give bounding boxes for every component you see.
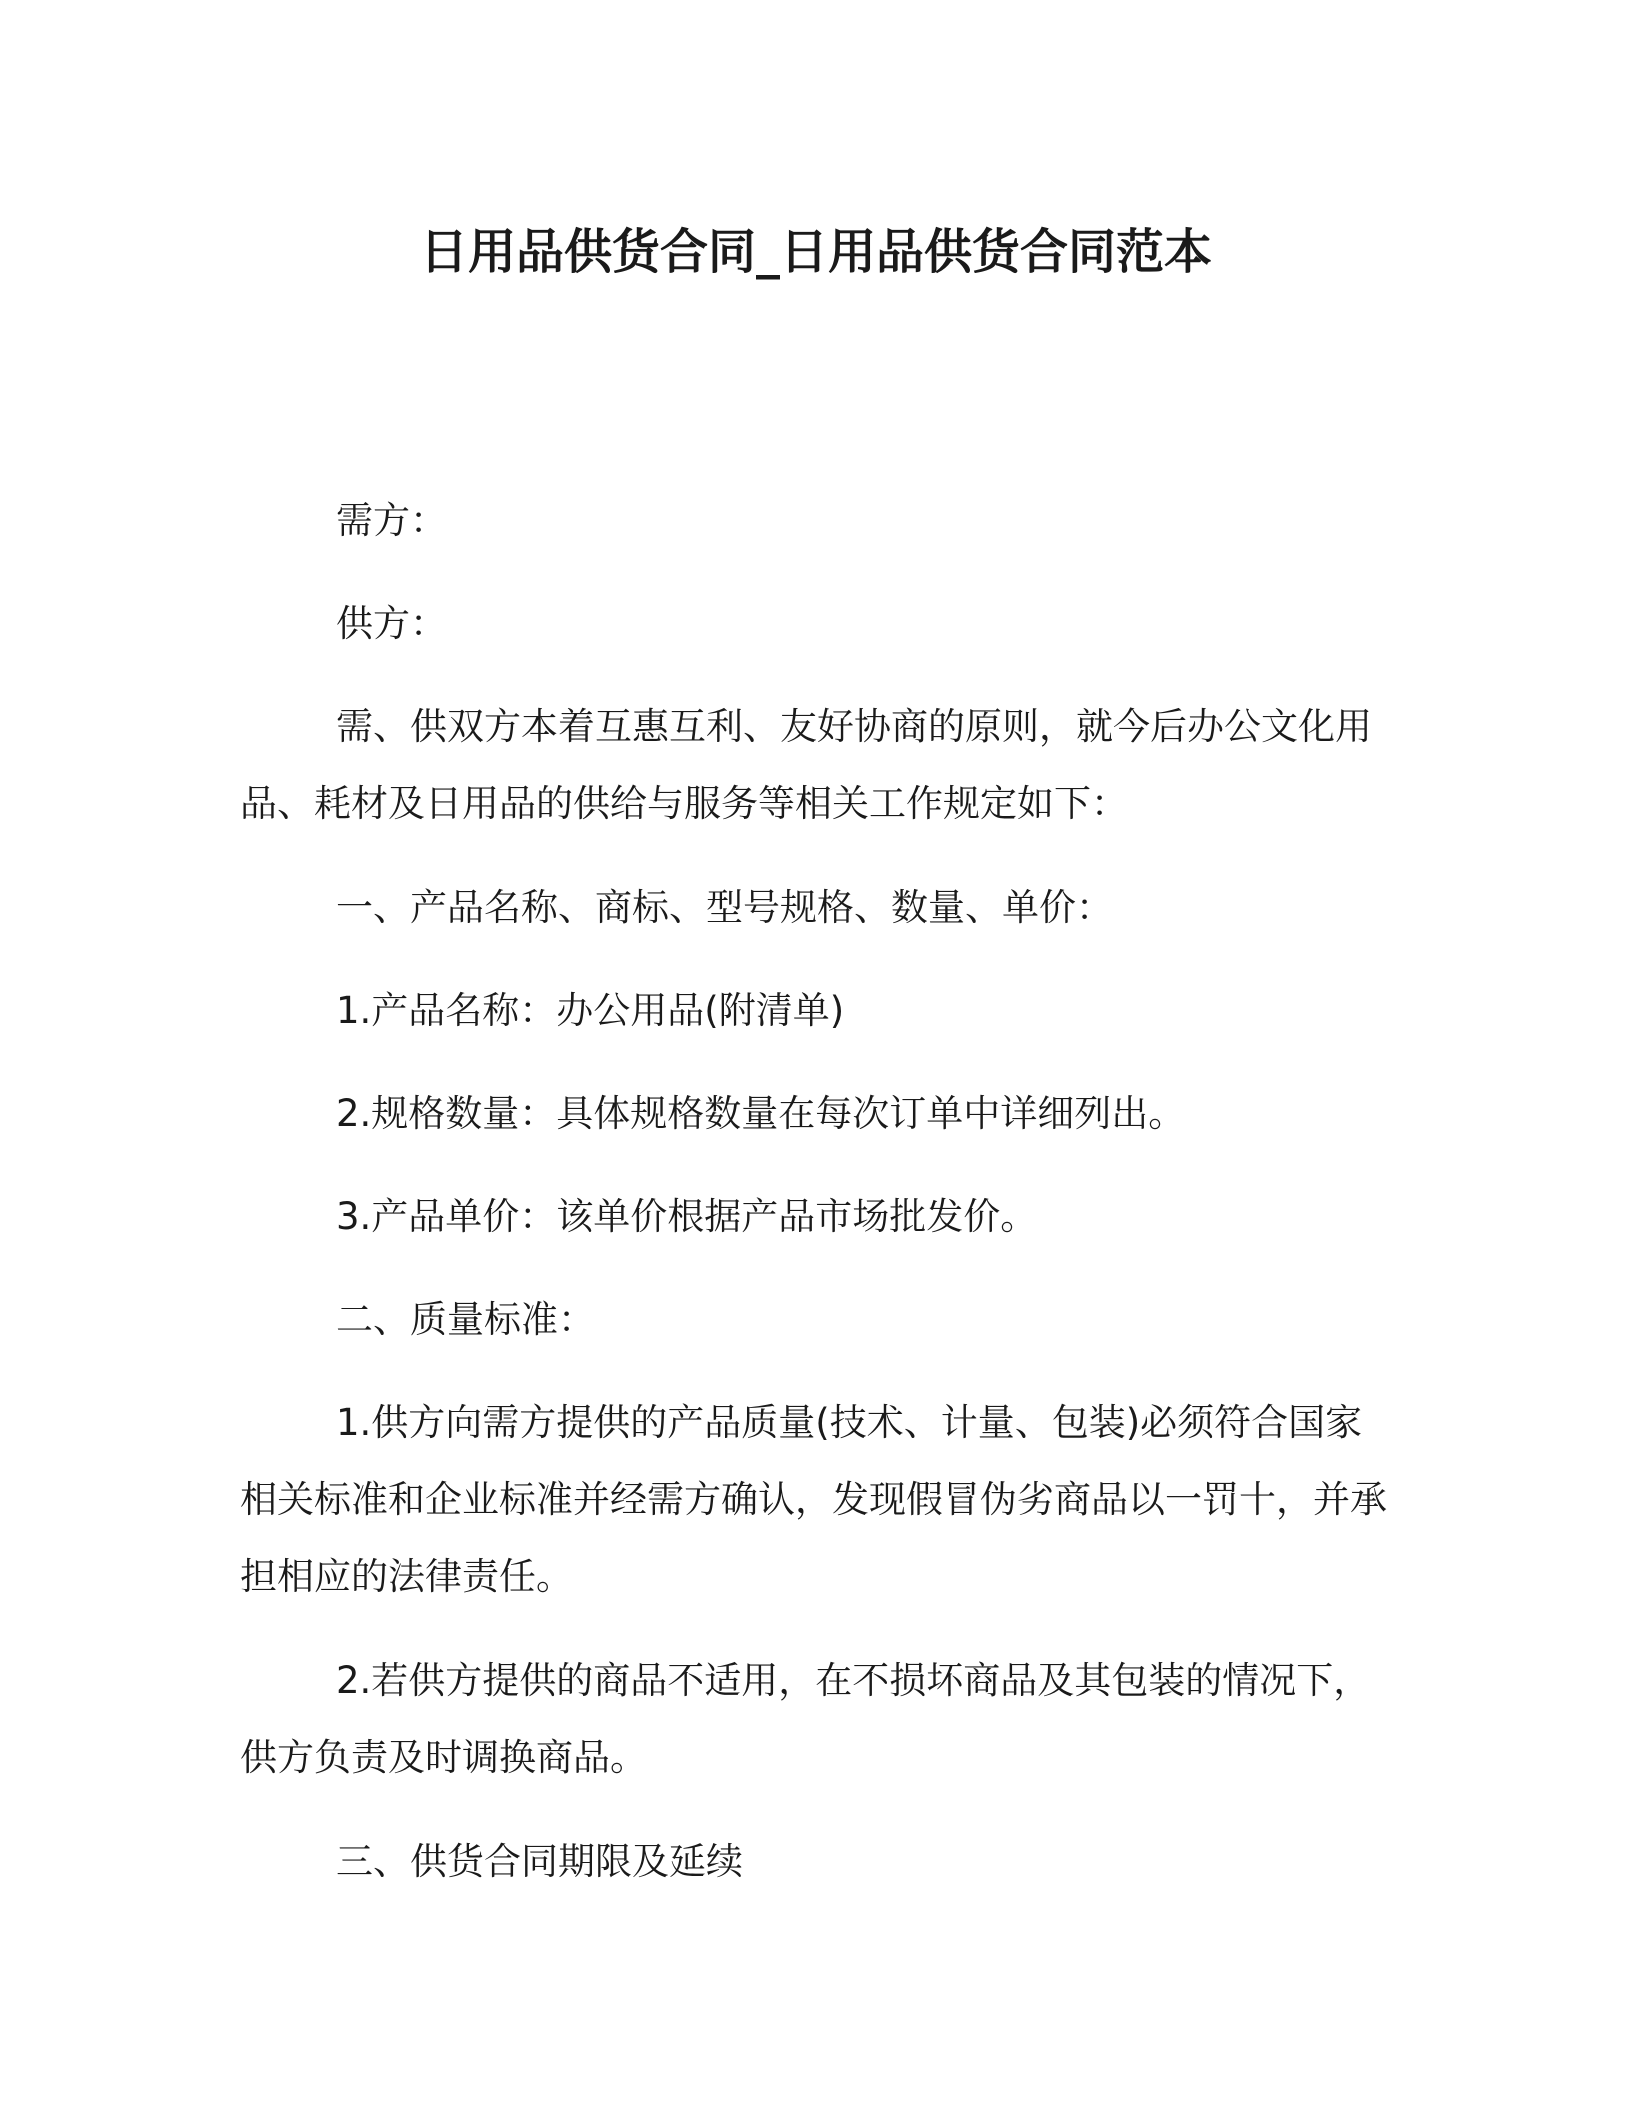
paragraph-section-two-heading: 二、质量标准： [336, 1298, 595, 1341]
paragraph-section-three-heading: 三、供货合同期限及延续 [336, 1840, 743, 1883]
paragraph-item-product-name: 1.产品名称：办公用品(附清单) [336, 989, 845, 1032]
paragraph-section-one-heading: 一、产品名称、商标、型号规格、数量、单价： [336, 886, 1113, 929]
paragraph-quality-clause-1: 1.供方向需方提供的产品质量(技术、计量、包装)必须符合国家相关标准和企业标准并经需方确认，发现假冒伪劣商品以一罚十，并承担相应的法律责任。 [240, 1401, 1387, 1598]
paragraph-supply-party: 供方： [336, 602, 447, 645]
paragraph-quality-clause-2: 2.若供方提供的商品不适用，在不损坏商品及其包装的情况下，供方负责及时调换商品。 [240, 1659, 1371, 1779]
document-title: 日用品供货合同_日用品供货合同范本 [419, 224, 1212, 280]
paragraph-demand-party: 需方： [336, 499, 447, 542]
paragraph-intro: 需、供双方本着互惠互利、友好协商的原则，就今后办公文化用品、耗材及日用品的供给与服务等相关工作规定如下： [240, 705, 1372, 825]
paragraph-item-spec-quantity: 2.规格数量：具体规格数量在每次订单中详细列出。 [336, 1092, 1186, 1135]
paragraph-item-unit-price: 3.产品单价：该单价根据产品市场批发价。 [336, 1195, 1038, 1238]
